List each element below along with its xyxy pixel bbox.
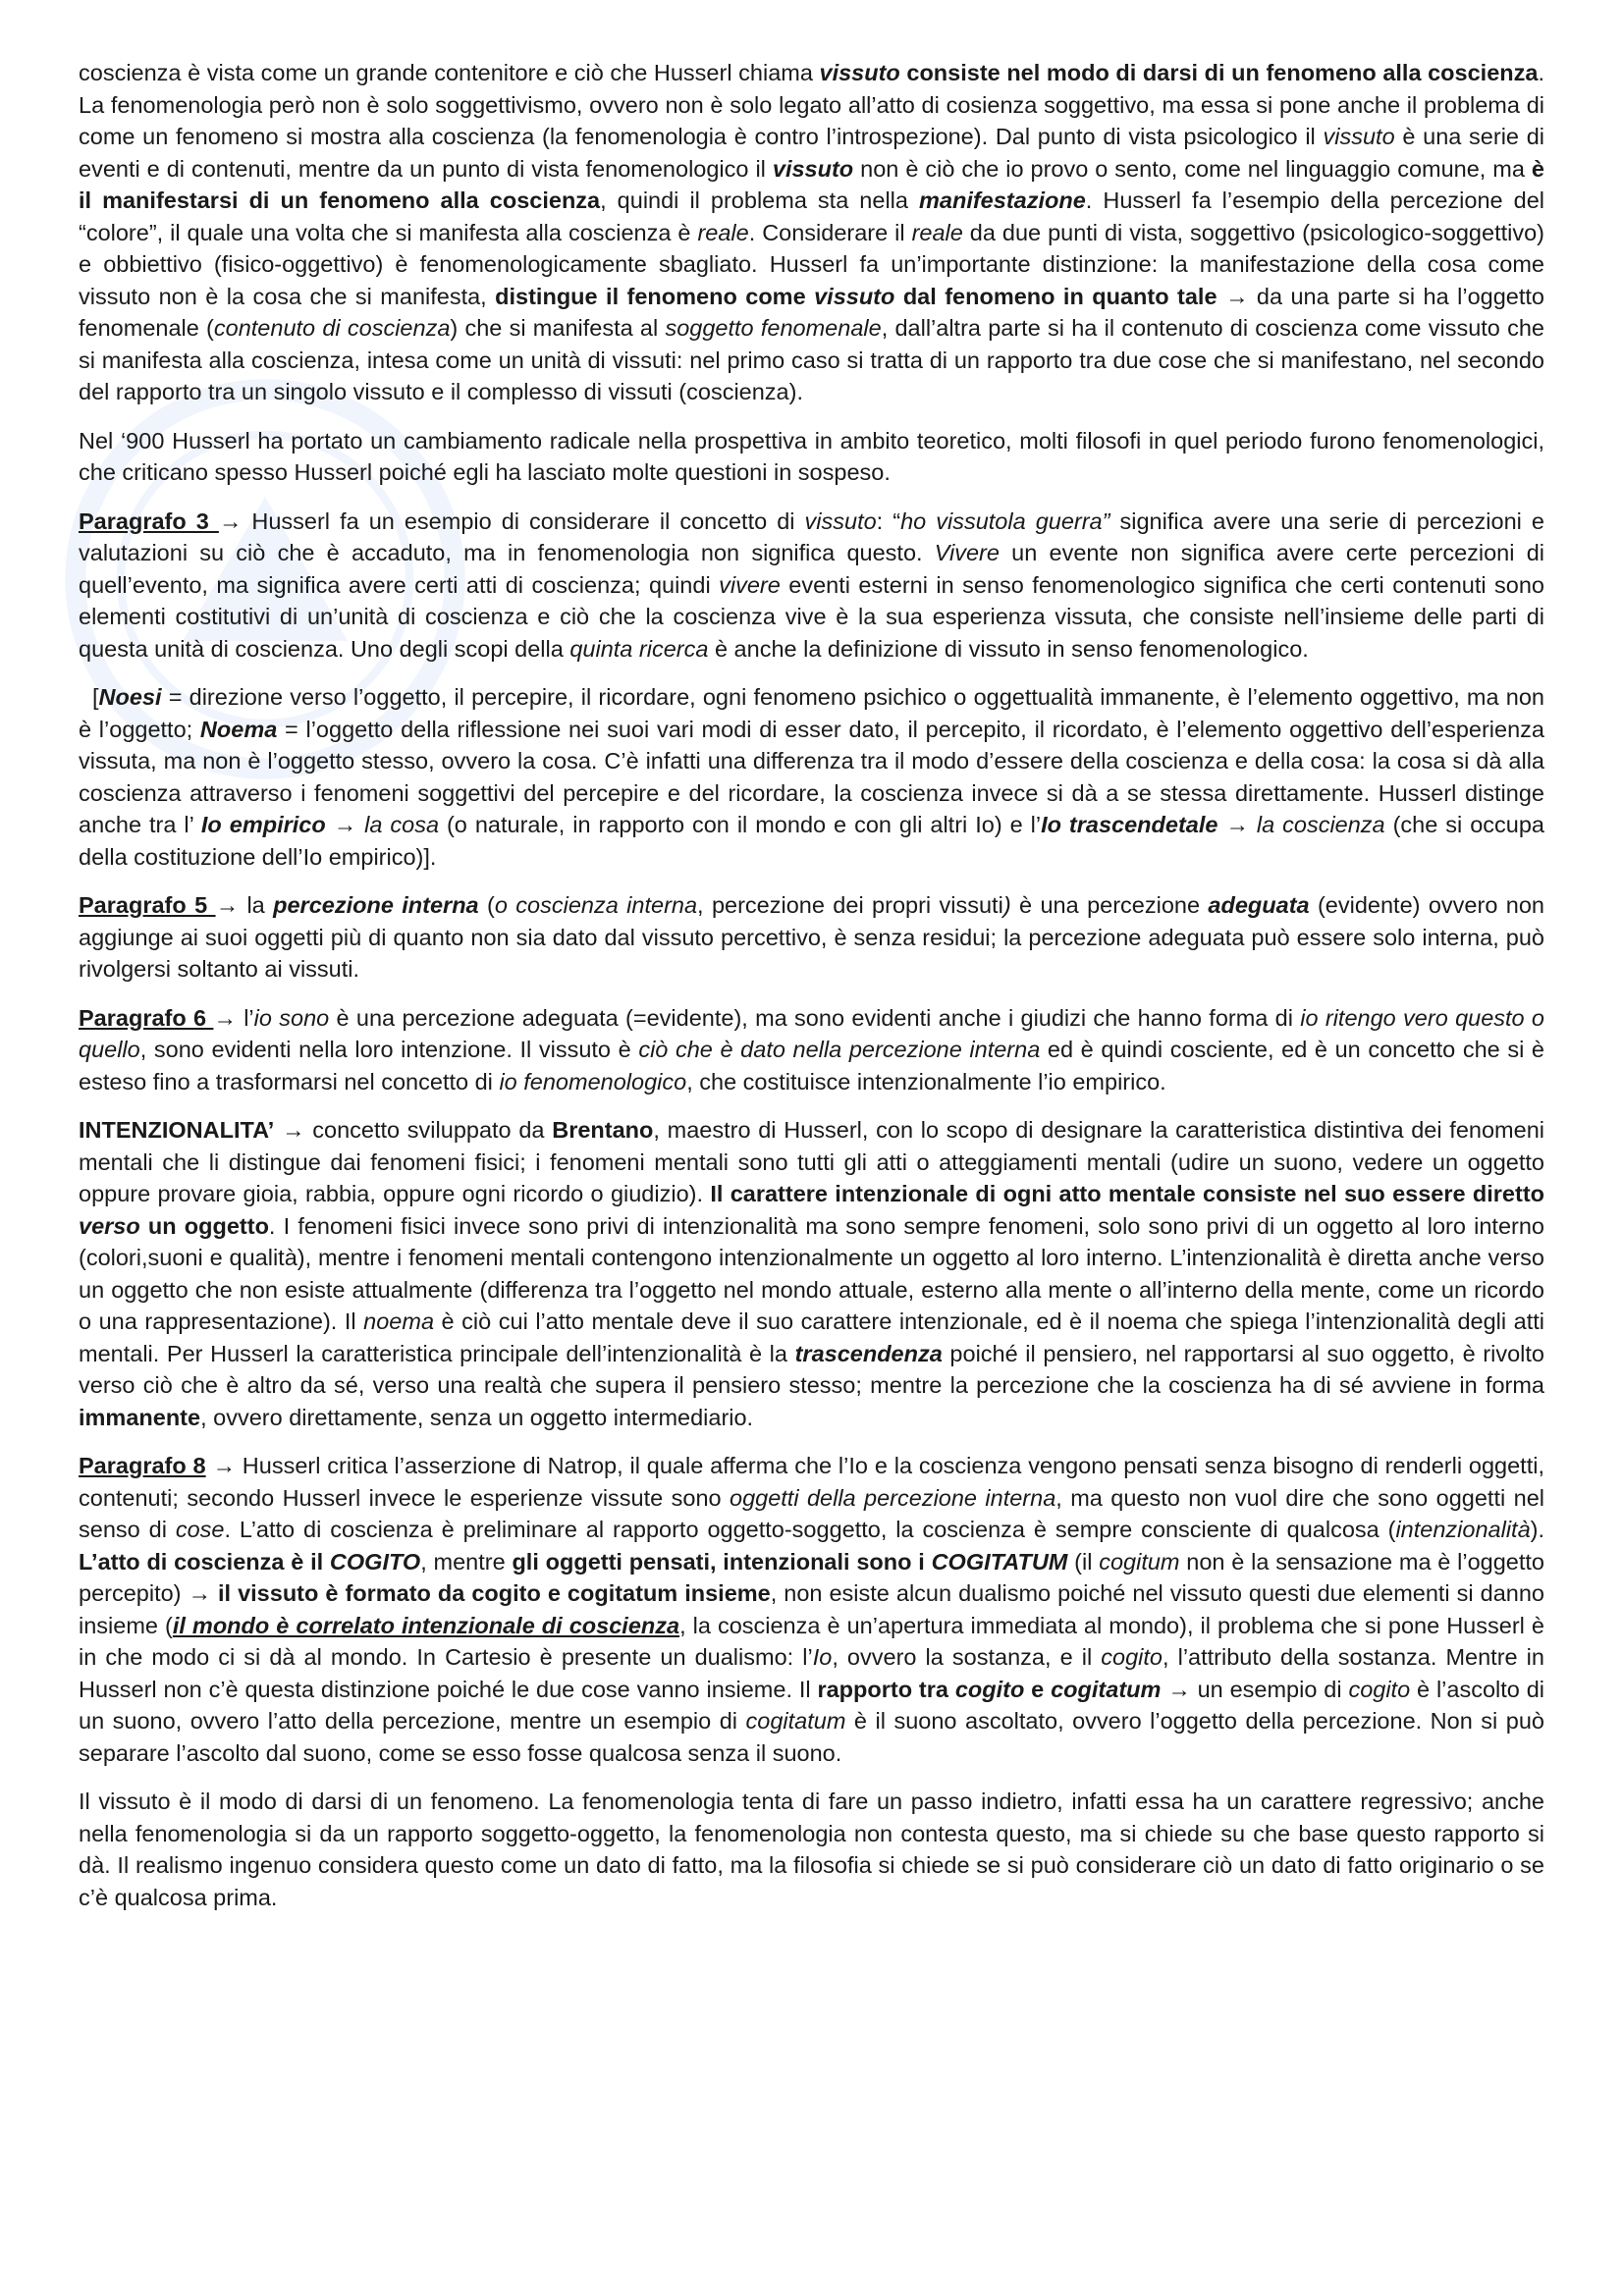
text-run: eventi esterni in senso fenomenologico significa che certi contenuti sono elementi costitutivi di un’unità di coscienza e ciò che la coscienza vive è la sua esperienza vissuta, che consiste nell’insieme delle parti di questa unità di coscienza. Uno degli scopi della (79, 571, 1544, 662)
text-run: Io empirico (200, 812, 326, 837)
text-run: , sono evidenti nella loro intenzione. Il vissuto è (139, 1037, 639, 1062)
paragraph-p1 (79, 57, 1544, 408)
text-run: Vivere (934, 540, 1000, 565)
text-run: è una percezione (1010, 892, 1209, 918)
text-run: Io trascendetale (1041, 812, 1218, 837)
text-run: verso (79, 1212, 140, 1239)
text-run: distingue il fenomeno come (495, 283, 815, 309)
text-run: vissuto (804, 507, 877, 534)
text-run: manifestazione (919, 187, 1086, 213)
paragraph-p2 (79, 425, 1544, 489)
text-run: vissuto (819, 60, 900, 85)
text-run: e (1024, 1676, 1052, 1702)
paragraph-p9 (79, 1786, 1544, 1913)
text-run: rapporto tra (817, 1676, 955, 1702)
text-run: , dall’altra parte si ha il contenuto di coscienza come vissuto che si manifesta alla coscienza, intesa come un unità di vissuti: nel primo caso si tratta di un rapporto tra due cose che si manifestano, nel secondo del rapporto tra un singolo vissuto e il complesso di vissuti (coscienza). (79, 315, 1545, 404)
text-run: gli oggetti pensati, intenzionali sono i (512, 1548, 932, 1575)
text-run: Il vissuto è il modo di darsi di un fenomeno. La fenomenologia tenta di fare un passo indietro, infatti essa ha un carattere regressivo; anche nella fenomenologia si da un rapporto soggetto-oggetto, la fenomenologia non contesta questo, ma si chiede su che base questo rapporto si dà. Il realismo ingenuo considera questo come un dato di fatto, ma la filosofia si chiede se si può considerare ciò un dato di fatto originario o se c’è qualcosa prima. (79, 1789, 1544, 1910)
paragraph-p4 (79, 681, 1544, 873)
text-run: ciò che è dato nella percezione interna (638, 1037, 1041, 1062)
text-run: consiste nel modo di darsi di un fenomeno alla coscienza (899, 60, 1539, 85)
text-run: Noema (199, 716, 278, 742)
text-run: io sono (253, 1004, 330, 1031)
text-run: → un esempio di (1161, 1676, 1349, 1702)
text-run: il mondo è correlato intenzionale di coscienza (172, 1612, 680, 1638)
text-run: ( (478, 892, 495, 918)
text-run: è il manifestarsi di un fenomeno alla coscienza (79, 155, 1544, 213)
text-run: contenuto di coscienza (213, 315, 451, 341)
text-run: → (1217, 812, 1257, 837)
text-run: . L’atto di coscienza è preliminare al rapporto oggetto-soggetto, la coscienza è sempre consciente di qualcosa ( (224, 1517, 1396, 1542)
text-run: . I fenomeni fisici invece sono privi di intenzionalità ma sono sempre fenomeni, solo sono privi di un oggetto al loro interno (colori,suoni e qualità), mentre i fenomeni mentali contengono intenzionalmente un oggetto al loro interno. L’intenzionalità è diretta anche verso un oggetto che non esiste attualmente (differenza tra l’oggetto nel mondo attuale, esterno alla mente o all’interno della mente, come un ricordo o una rappresentazione). Il (79, 1212, 1544, 1334)
text-run: = l’oggetto della riflessione nei suoi vari modi di esser dato, il percepito, il ricordato, è l’elemento oggettivo dell’esperienza vissuta, ma non è l’oggetto stesso, ovvero la cosa. C’è infatti una differenza tra il modo d’essere della coscienza e della cosa: la cosa si dà alla coscienza attraverso i fenomeni soggettivi del percepire e del ricordare, la coscienza invece si dà a se stessa direttamente. Husserl distinge anche tra l’ (79, 716, 1544, 837)
text-run: la coscienza (1256, 812, 1385, 837)
text-run: → l’ (213, 1004, 254, 1031)
text-run: Io (812, 1644, 833, 1670)
text-run: ho vissutola guerra” (900, 507, 1110, 534)
text-run: ) (1002, 892, 1011, 918)
text-run: oggetti della percezione interna (730, 1484, 1056, 1511)
text-run: INTENZIONALITA’ (79, 1117, 275, 1143)
text-run: COGITO (329, 1548, 421, 1575)
text-run: (o naturale, in rapporto con il mondo e con gli altri Io) e l’ (439, 812, 1042, 837)
text-run: Il carattere intenzionale di ogni atto mentale consiste nel suo essere diretto (710, 1181, 1544, 1206)
text-run: = direzione verso l’oggetto, il percepire, il ricordare, ogni fenomeno psichico o oggettualità immanente, è l’elemento oggettivo, ma non è l’oggetto; (79, 684, 1544, 742)
text-run: è una percezione adeguata (=evidente), ma sono evidenti anche i giudizi che hanno forma di (329, 1004, 1301, 1031)
text-run: vivere (719, 571, 781, 598)
text-run: [ (92, 684, 99, 710)
text-run: reale (911, 219, 963, 245)
text-run: , ovvero la sostanza, e il (832, 1644, 1102, 1670)
text-run: . Considerare il (748, 219, 912, 245)
paragraph-p3 (79, 506, 1544, 666)
text-run: , la coscienza è un’apertura immediata al mondo), il problema che si pone Husserl è in che modo ci si dà al mondo. In Cartesio è presente un dualismo: l’ (79, 1612, 1544, 1670)
text-run: , ma questo non vuol dire che sono oggetti nel senso di (79, 1484, 1544, 1542)
document-page (79, 57, 1544, 1930)
text-run: soggetto fenomenale (665, 315, 882, 341)
text-run: ) che si manifesta al (450, 315, 666, 341)
text-run: L’atto di coscienza è il (79, 1548, 330, 1575)
text-run: significa avere una serie di percezioni e valutazioni su ciò che è accaduto, ma in fenomenologia non significa questo. (79, 507, 1544, 565)
text-run: è ciò cui l’atto mentale deve il suo carattere intenzionale, ed è il noema che spiega l’intenzionalità degli atti mentali. Per Husserl la caratteristica principale dell’intenzionalità è la (79, 1308, 1544, 1366)
text-run: o coscienza interna (494, 892, 698, 918)
text-run: un oggetto (139, 1212, 269, 1239)
text-run: . La fenomenologia però non è solo soggettivismo, ovvero non è solo legato all’atto di cosienza soggettivo, ma essa si pone anche il problema di come un fenomeno si mostra alla coscienza (la fenomenologia è contro l’introspezione). Dal punto di vista psicologico il (79, 60, 1544, 149)
text-run: Paragrafo 6 (79, 1004, 214, 1031)
text-run: Paragrafo 8 (79, 1453, 206, 1478)
text-run: è l’ascolto di un suono, ovvero l’atto della percezione, mentre un esempio di (79, 1676, 1544, 1734)
text-run: vissuto (772, 155, 854, 182)
text-run: poiché il pensiero, nel rapportarsi al suo oggetto, è rivolto verso ciò che è altro da sé, verso una realtà che supera il pensiero stesso; mentre la percezione che la coscienza ha di sé avviene in forma (79, 1340, 1544, 1398)
text-run: , che costituisce intenzionalmente l’io empirico. (686, 1068, 1166, 1095)
text-run: cogito (1101, 1644, 1163, 1670)
text-run: → (325, 812, 365, 837)
text-run: cogito (1348, 1676, 1411, 1702)
text-run: reale (697, 219, 749, 245)
text-run: , maestro di Husserl, con lo scopo di designare la caratteristica distintiva dei fenomeni mentali che li distingue dai fenomeni fisici; i fenomeni mentali sono tutti gli atti o atteggiamenti mentali (udire un suono, vedere un oggetto oppure provare gioia, rabbia, oppure ogni ricordo o giudizio). (79, 1117, 1544, 1206)
text-run: la cosa (364, 812, 440, 837)
text-run: (il (1067, 1548, 1100, 1575)
text-run: adeguata (1208, 892, 1310, 918)
text-run: è una serie di eventi e di contenuti, mentre da un punto di vista fenomenologico il (79, 124, 1545, 182)
text-run: cogitatum (1051, 1676, 1162, 1702)
text-run: percezione interna (273, 892, 479, 918)
text-run: , ovvero direttamente, senza un oggetto intermediario. (200, 1404, 754, 1430)
text-run: non è la sensazione ma è l’oggetto percepito) → (79, 1548, 1545, 1606)
text-run: da due punti di vista, soggettivo (psicologico-soggettivo) e obbiettivo (fisico-oggettivo) è fenomenologicamente sbagliato. Husserl fa un’importante distinzione: la manifestazione della cosa come vissuto non è la cosa che si manifesta, (79, 219, 1545, 309)
text-run: cose (175, 1517, 225, 1542)
text-run: → Husserl critica l’asserzione di Natrop, il quale afferma che l’Io e la coscienza vengono pensati senza bisogno di renderli oggetti, contenuti; secondo Husserl invece le esperienze vissute sono (79, 1453, 1544, 1511)
text-run: , non esiste alcun dualismo poiché nel vissuto questi due elementi si danno insieme ( (79, 1580, 1544, 1638)
text-run: . Husserl fa l’esempio della percezione del “colore”, il quale una volta che si manifesta alla coscienza è (79, 187, 1545, 245)
paragraph-p7 (79, 1114, 1544, 1433)
text-run: non è ciò che io provo o sento, come nel linguaggio comune, ma (853, 155, 1532, 182)
text-run: ed è quindi cosciente, ed è un concetto che si è esteso fino a trasformarsi nel concetto di (79, 1037, 1545, 1095)
text-run: , l’attributo della sostanza. Mentre in Husserl non c’è questa distinzione poiché le due cose vanno insieme. Il (79, 1644, 1544, 1702)
text-run: dal fenomeno in quanto tale (894, 283, 1217, 309)
text-run: Noesi (98, 684, 162, 710)
text-run: io fenomenologico (499, 1068, 687, 1095)
text-run: trascendenza (794, 1340, 943, 1366)
paragraph-p5 (79, 889, 1544, 986)
text-run: cogito (954, 1676, 1025, 1702)
text-run: intenzionalità (1395, 1517, 1531, 1542)
text-run: : “ (876, 507, 901, 534)
text-run: → concetto sviluppato da (274, 1117, 553, 1143)
text-run: (evidente) ovvero non aggiunge ai suoi oggetti più di quanto non sia dato dal vissuto percettivo, è senza residui; la percezione adeguata può essere solo interna, può rivolgersi soltanto ai vissuti. (79, 892, 1544, 982)
text-run: → la (215, 892, 274, 918)
text-run: immanente (79, 1404, 201, 1430)
text-run: Nel ‘900 Husserl ha portato un cambiamento radicale nella prospettiva in ambito teoretico, molti filosofi in quel periodo furono fenomenologici, che criticano spesso Husserl poiché egli ha lasciato molte questioni in sospeso. (79, 427, 1544, 485)
text-run: noema (363, 1308, 435, 1334)
text-run: → da una parte si ha l’oggetto fenomenale ( (79, 283, 1544, 341)
text-run: è il suono ascoltato, ovvero l’oggetto della percezione. Non si può separare l’ascolto dal suono, come se esso fosse qualcosa senza il suono. (79, 1708, 1544, 1766)
text-run: ). (1530, 1517, 1544, 1542)
text-run: è anche la definizione di vissuto in senso fenomenologico. (708, 635, 1309, 662)
text-run: il vissuto è formato da cogito e cogitatum insieme (218, 1580, 771, 1606)
text-run: un evente non significa avere certe percezioni di quell’evento, ma significa avere certi atti di coscienza; quindi (79, 540, 1544, 598)
text-run: vissuto (814, 283, 895, 309)
text-run: Paragrafo 5 (79, 892, 216, 918)
text-run: cogitum (1099, 1548, 1180, 1575)
text-run: , mentre (420, 1548, 513, 1575)
paragraph-p6 (79, 1002, 1544, 1098)
text-run: io ritengo vero questo o quello (79, 1004, 1545, 1062)
text-run: coscienza è vista come un grande contenitore e ciò che Husserl chiama (79, 60, 820, 85)
text-run: , percezione dei propri vissuti (697, 892, 1003, 918)
text-run: (che si occupa della costituzione dell’Io empirico)]. (79, 812, 1544, 870)
text-run: quinta ricerca (569, 635, 709, 662)
text-run: COGITATUM (931, 1548, 1068, 1575)
text-run: → Husserl fa un esempio di considerare il concetto di (218, 507, 805, 534)
text-run: vissuto (1323, 124, 1395, 149)
text-run: cogitatum (745, 1708, 846, 1734)
paragraph-p8 (79, 1450, 1544, 1769)
text-run: Paragrafo 3 (79, 507, 219, 534)
text-run: , quindi il problema sta nella (600, 187, 919, 213)
text-run: Brentano (552, 1117, 654, 1143)
